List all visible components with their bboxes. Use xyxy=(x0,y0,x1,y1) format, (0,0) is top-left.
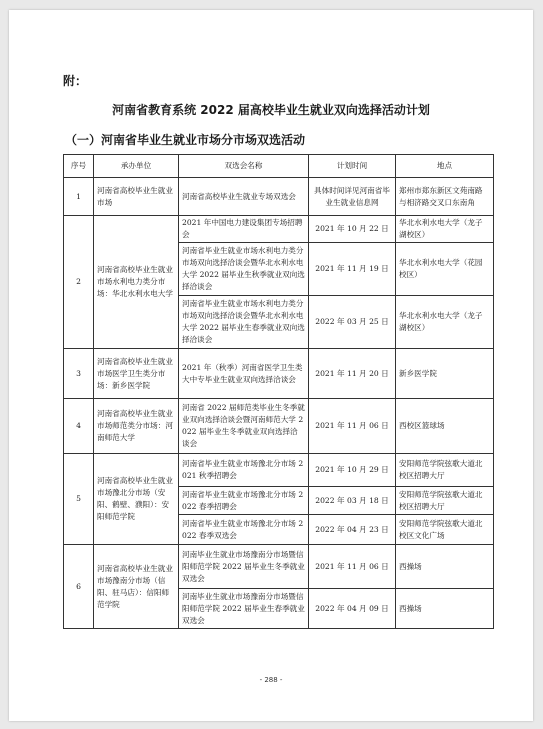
header-place: 地点 xyxy=(396,155,494,178)
row-organizer: 河南省高校毕业生就业市场 xyxy=(94,178,179,216)
row-event-name: 河南毕业生就业市场豫南分市场暨信阳师范学院 2022 届毕业生冬季就业双选会 xyxy=(179,545,309,589)
header-index: 序号 xyxy=(64,155,94,178)
table-row xyxy=(64,545,494,589)
row-event-name: 河南省高校毕业生就业专场双选会 xyxy=(179,178,309,216)
document-page xyxy=(9,10,533,721)
header-event-name: 双选会名称 xyxy=(179,155,309,178)
row-place: 新乡医学院 xyxy=(396,349,494,399)
row-index: 2 xyxy=(64,216,94,349)
row-time: 2021 年 11 月 20 日 xyxy=(309,349,396,399)
table-row xyxy=(64,178,494,216)
row-index: 6 xyxy=(64,545,94,629)
table-row xyxy=(64,399,494,454)
row-place: 西校区篮球场 xyxy=(396,399,494,454)
row-place: 郑州市郑东新区文苑南路与相济路交叉口东南角 xyxy=(396,178,494,216)
row-place: 安阳师范学院弦歌大道北校区文化广场 xyxy=(396,515,494,545)
table-header-row xyxy=(64,155,494,178)
row-time: 2021 年 11 月 06 日 xyxy=(309,399,396,454)
row-time: 具体时间详见河南省毕业生就业信息网 xyxy=(309,178,396,216)
row-time: 2022 年 04 月 09 日 xyxy=(309,589,396,629)
row-index: 1 xyxy=(64,178,94,216)
table-row xyxy=(64,454,494,487)
row-time: 2021 年 11 月 06 日 xyxy=(309,545,396,589)
row-event-name: 河南省毕业生就业市场豫北分市场 2022 春季招聘会 xyxy=(179,487,309,515)
row-event-name: 河南省毕业生就业市场豫北分市场 2021 秋季招聘会 xyxy=(179,454,309,487)
table-row xyxy=(64,349,494,399)
row-place: 华北水利水电大学（花园校区） xyxy=(396,243,494,296)
row-place: 西操场 xyxy=(396,545,494,589)
events-table xyxy=(63,154,494,629)
header-time: 计划时间 xyxy=(309,155,396,178)
row-time: 2021 年 10 月 22 日 xyxy=(309,216,396,243)
header-organizer: 承办单位 xyxy=(94,155,179,178)
row-organizer: 河南省高校毕业生就业市场豫北分市场（安阳、鹤壁、濮阳）：安阳师范学院 xyxy=(94,454,179,545)
row-organizer: 河南省高校毕业生就业市场医学卫生类分市场：新乡医学院 xyxy=(94,349,179,399)
row-time: 2021 年 11 月 19 日 xyxy=(309,243,396,296)
row-time: 2022 年 04 月 23 日 xyxy=(309,515,396,545)
page-number: - 288 - xyxy=(259,676,283,684)
row-event-name: 河南省毕业生就业市场水利电力类分市场双向选择洽谈会暨华北水利水电大学 2022 届毕业生春季就业双向选择洽谈会 xyxy=(179,296,309,349)
row-place: 华北水利水电大学（龙子湖校区） xyxy=(396,296,494,349)
section-heading: （一）河南省毕业生就业市场分市场双选活动 xyxy=(65,133,306,147)
row-organizer: 河南省高校毕业生就业市场豫南分市场（信阳、驻马店）：信阳师范学院 xyxy=(94,545,179,629)
table-body xyxy=(64,178,494,629)
row-time: 2022 年 03 月 25 日 xyxy=(309,296,396,349)
row-event-name: 河南毕业生就业市场豫南分市场暨信阳师范学院 2022 届毕业生春季就业双选会 xyxy=(179,589,309,629)
row-index: 4 xyxy=(64,399,94,454)
row-time: 2021 年 10 月 29 日 xyxy=(309,454,396,487)
table-row xyxy=(64,216,494,243)
row-place: 华北水利水电大学（龙子湖校区） xyxy=(396,216,494,243)
row-place: 安阳师范学院弦歌大道北校区招聘大厅 xyxy=(396,487,494,515)
row-index: 3 xyxy=(64,349,94,399)
row-event-name: 河南省毕业生就业市场水利电力类分市场双向选择洽谈会暨华北水利水电大学 2022 届毕业生秋季就业双向选择洽谈会 xyxy=(179,243,309,296)
row-event-name: 2021 年（秋季）河南省医学卫生类大中专毕业生就业双向选择洽谈会 xyxy=(179,349,309,399)
row-time: 2022 年 03 月 18 日 xyxy=(309,487,396,515)
document-title: 河南省教育系统 2022 届高校毕业生就业双向选择活动计划 xyxy=(112,103,430,117)
row-event-name: 河南省 2022 届师范类毕业生冬季就业双向选择洽谈会暨河南师范大学 2022 届毕业生冬季就业双向选择洽谈会 xyxy=(179,399,309,454)
attachment-label: 附： xyxy=(63,74,88,88)
row-event-name: 2021 年中国电力建设集团专场招聘会 xyxy=(179,216,309,243)
row-organizer: 河南省高校毕业生就业市场师范类分市场：河南师范大学 xyxy=(94,399,179,454)
row-index: 5 xyxy=(64,454,94,545)
row-event-name: 河南省毕业生就业市场豫北分市场 2022 春季双选会 xyxy=(179,515,309,545)
row-organizer: 河南省高校毕业生就业市场水利电力类分市场：华北水利水电大学 xyxy=(94,216,179,349)
row-place: 安阳师范学院弦歌大道北校区招聘大厅 xyxy=(396,454,494,487)
row-place: 西操场 xyxy=(396,589,494,629)
